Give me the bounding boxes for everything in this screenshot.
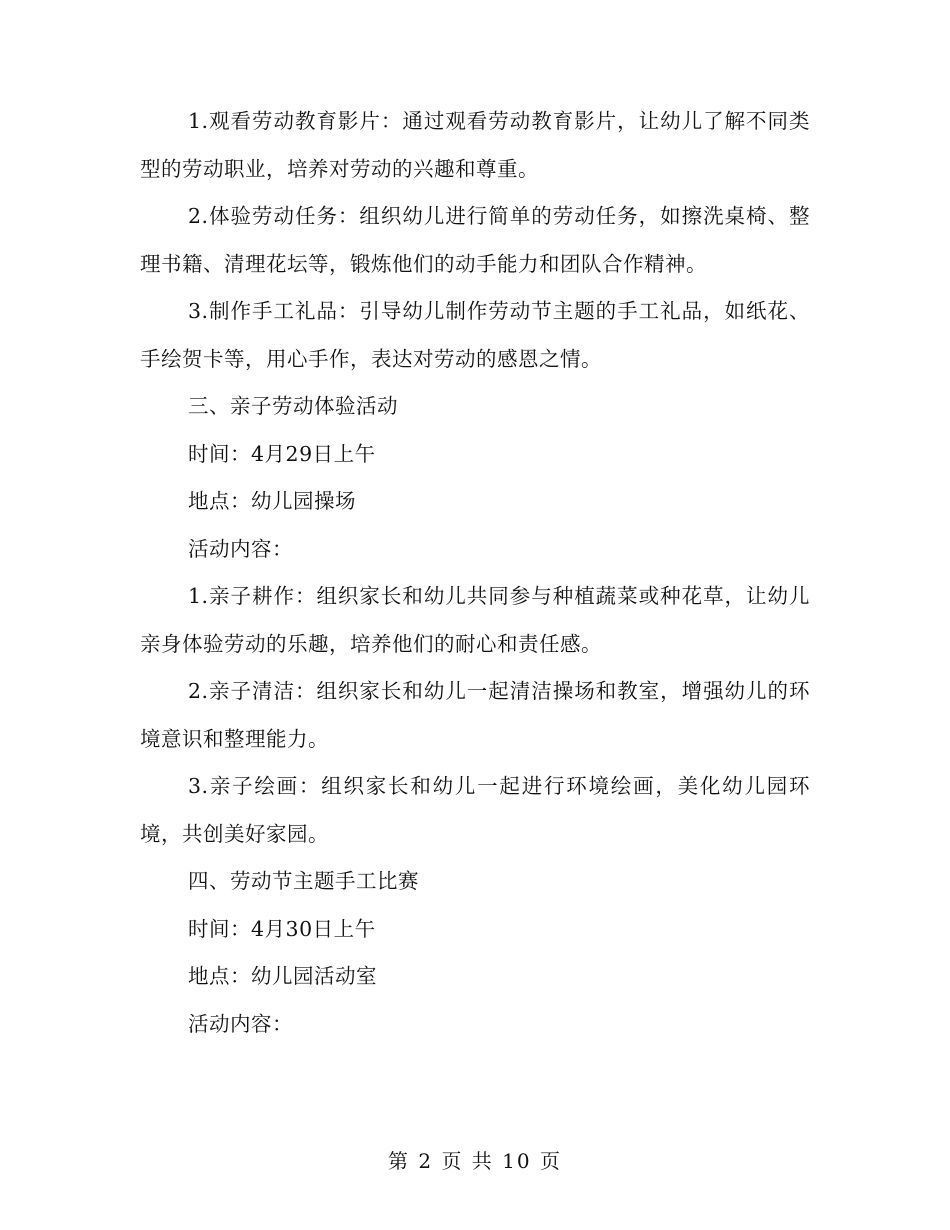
section-heading: 四、劳动节主题手工比赛 — [188, 869, 419, 893]
paragraph: 3.制作手工礼品：引导幼儿制作劳动节主题的手工礼品，如纸花、手绘贺卡等，用心手作，表达对劳动的感恩之情。 — [140, 299, 810, 371]
document-body — [140, 98, 810, 1048]
paragraph: 地点：幼儿园活动室 — [188, 964, 377, 988]
paragraph: 2.亲子清洁：组织家长和幼儿一起清洁操场和教室，增强幼儿的环境意识和整理能力。 — [140, 679, 810, 751]
section-heading: 三、亲子劳动体验活动 — [188, 394, 398, 418]
paragraph: 地点：幼儿园操场 — [188, 489, 356, 513]
paragraph: 1.亲子耕作：组织家长和幼儿共同参与种植蔬菜或种花草，让幼儿亲身体验劳动的乐趣，培养他们的耐心和责任感。 — [140, 584, 810, 656]
page-footer: 第 2 页 共 10 页 — [388, 1149, 562, 1173]
paragraph: 3.亲子绘画：组织家长和幼儿一起进行环境绘画，美化幼儿园环境，共创美好家园。 — [140, 774, 810, 846]
paragraph: 1.观看劳动教育影片：通过观看劳动教育影片，让幼儿了解不同类型的劳动职业，培养对劳动的兴趣和尊重。 — [140, 109, 810, 181]
paragraph: 活动内容： — [188, 1011, 293, 1036]
paragraph: 活动内容： — [188, 536, 293, 561]
paragraph: 时间：4月29日上午 — [188, 441, 376, 466]
paragraph: 时间：4月30日上午 — [188, 916, 376, 941]
paragraph: 2.体验劳动任务：组织幼儿进行简单的劳动任务，如擦洗桌椅、整理书籍、清理花坛等，锻炼他们的动手能力和团队合作精神。 — [140, 204, 810, 276]
